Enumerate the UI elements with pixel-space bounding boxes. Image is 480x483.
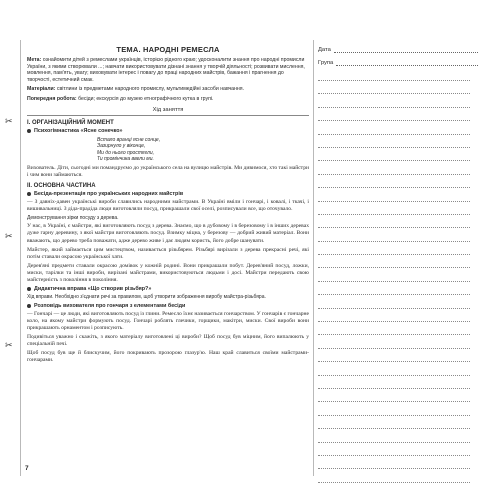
body-paragraph: Подивіться уважно і скажіть, з якого матеріалу виготовлені ці вироби? Щоб посуд був міцним, його випалюють у спеціальній печі.: [27, 333, 309, 347]
bullet-label: Психогімнастика «Ясне сонечко»: [34, 127, 123, 134]
note-line[interactable]: [318, 375, 470, 376]
poem-line: Зазирнуло у віконце,: [97, 143, 146, 150]
lesson-course-label: Хід заняття: [152, 106, 184, 113]
note-line[interactable]: [318, 254, 470, 255]
bullet-icon: [27, 287, 31, 291]
lesson-content: [20, 40, 314, 476]
body-paragraph: Майстер, який займається цим мистецтвом, називається різьбярем. Різьбярі вирізали з дерева прекрасні речі, які потім ставали окрасою української хати.: [27, 246, 309, 260]
bullet-icon: [27, 129, 31, 133]
bullet-icon: [27, 192, 31, 196]
bullet-label: Розповідь вихователя про гончаря з елементами бесіди: [34, 302, 186, 309]
note-line[interactable]: [318, 334, 470, 335]
date-line[interactable]: [334, 46, 478, 53]
exercise-description: Хід вправи. Необхідно з'єднати речі за правилом, щоб утворити зображення виробу майстра-різьбяра.: [27, 294, 266, 301]
preparation-text: бесіди; екскурсія до музею етнографічного кутка в групі.: [78, 95, 214, 102]
page-number: 7: [25, 465, 29, 472]
note-line[interactable]: [318, 401, 470, 402]
bullet-label: Бесіда-презентація про українських народних майстрів: [34, 190, 184, 197]
preparation-label: Попередня робота:: [27, 95, 77, 102]
date-field[interactable]: [318, 46, 478, 53]
body-paragraph: Щоб посуд був ще й блискучим, його покривають прозорою глазур'ю. Наш край славиться своїми майстрами-гончарами.: [27, 349, 309, 364]
group-line[interactable]: [336, 59, 478, 66]
note-line[interactable]: [318, 321, 470, 322]
materials-text: світлини із предметами народного промислу, мультимедійні засоби навчання.: [56, 86, 245, 93]
bullet-presentation: [27, 191, 309, 197]
note-line[interactable]: [318, 468, 470, 469]
section-heading-organizational: I. ОРГАНІЗАЦІЙНИЙ МОМЕНТ: [27, 119, 114, 126]
educator-paragraph: Вихователь. Діти, сьогодні ми помандруємо до українського села на вулицю майстрів. Ми дивимося, хто такі майстри і чим вони займаються.: [27, 164, 309, 178]
materials-paragraph: [27, 86, 309, 93]
scissors-icon: ✂: [5, 341, 13, 351]
scissors-icon: ✂: [5, 232, 13, 242]
group-field[interactable]: [318, 59, 478, 66]
date-label: Дата: [318, 47, 331, 53]
bullet-potter-story: [27, 303, 309, 309]
note-line[interactable]: [318, 93, 470, 94]
note-line[interactable]: [318, 455, 470, 456]
note-line[interactable]: [318, 241, 470, 242]
poem-line: Ми до нього простягли,: [97, 149, 155, 156]
note-line[interactable]: [318, 214, 470, 215]
note-line[interactable]: [318, 294, 470, 295]
note-line[interactable]: [318, 442, 470, 443]
materials-label: Матеріали:: [27, 86, 56, 93]
goal-label: Мета:: [27, 57, 42, 63]
note-line[interactable]: [318, 281, 470, 282]
body-paragraph: — З давніх-давен українські вироби славились народними майстрами. В Україні вміли і гончарі, і ковалі, і ткачі, і вишивальниці. З діда-прадіда люди виготовляли посуд, прикрашали свої оселі, розписували все, що оточувало.: [27, 198, 309, 212]
body-paragraph: Дерев'яні предмети ставали окрасою домівок у кожній родині. Вони прикрашали побут. Дерев'яний посуд, ложки, миски, тарілки та інші вироби, вирізані майстрами, використовуються людьми і досі. Майстри передають свою майстерність з покоління в покоління.: [27, 262, 309, 283]
note-line[interactable]: [318, 201, 470, 202]
divider: [27, 115, 309, 116]
goal-text: ознайомити дітей з ремеслами українців, історією рідного краю; удосконалити знання про народні промисли України, з якими створювали ...; навчати використовувати дізнані знання у творчій діяльності; розвивати мислення, мовлення, пам'ять, увагу; виховувати інтерес і повагу до праці народних майстрів, бажання і прагнення до творчості, естетичний смак.: [27, 57, 305, 83]
scissors-icon: ✂: [5, 117, 13, 127]
poem-line: Встало вранці ясне сонце,: [97, 136, 161, 143]
note-line[interactable]: [318, 107, 470, 108]
note-line[interactable]: [318, 147, 470, 148]
note-line[interactable]: [318, 361, 470, 362]
page-title: ТЕМА. НАРОДНІ РЕМЕСЛА: [116, 45, 220, 54]
note-line[interactable]: [318, 267, 470, 268]
bullet-icon: [27, 304, 31, 308]
body-paragraph: У нас, в Україні, є майстри, які виготовляють посуд з дерева. Знаємо, що в дубовому і в березовому і в інших деревах дуже гарну деревину, з якої майстри виготовляють посуд. Взимку міцна, у березову — добрий живий матеріал. Вони вважають, що дерево треба поважати, адже дерево живе і дає людям користь, його добре шанувати.: [27, 223, 309, 244]
bullet-didactic-exercise: [27, 286, 309, 292]
group-label: Група: [318, 60, 334, 66]
note-lines: [318, 80, 478, 483]
note-line[interactable]: [318, 120, 470, 121]
preparation-paragraph: [27, 96, 309, 103]
section-heading-main: II. ОСНОВНА ЧАСТИНА: [27, 182, 96, 189]
note-line[interactable]: [318, 388, 470, 389]
note-line[interactable]: [318, 428, 470, 429]
note-line[interactable]: [318, 187, 470, 188]
note-line[interactable]: [318, 308, 470, 309]
note-line[interactable]: [318, 348, 470, 349]
body-paragraph: — Гончарі — це люди, які виготовляють посуд із глини. Ремесло їхнє називається гончарством. У гончарів є гончарне коло, на якому майстри формують посуд. Гончарі роблять глечики, горщики, макітри, миски. Свої вироби вони прикрашають орнаментом і розписують.: [27, 310, 309, 331]
note-line[interactable]: [318, 415, 470, 416]
poem: [97, 137, 309, 163]
bullet-psychogymnastics: [27, 128, 309, 134]
demo-note: Демонстрування зірки посуду з дерева.: [27, 214, 119, 221]
note-line[interactable]: [318, 174, 470, 175]
note-line[interactable]: [318, 80, 470, 81]
goal-paragraph: [27, 57, 309, 83]
notes-column: [318, 40, 478, 483]
bullet-label: Дидактична вправа «Що створив різьбяр?»: [34, 286, 152, 293]
poem-line: Ти промінчика ввели ми.: [97, 156, 154, 163]
note-line[interactable]: [318, 134, 470, 135]
note-line[interactable]: [318, 160, 470, 161]
note-line[interactable]: [318, 227, 470, 228]
